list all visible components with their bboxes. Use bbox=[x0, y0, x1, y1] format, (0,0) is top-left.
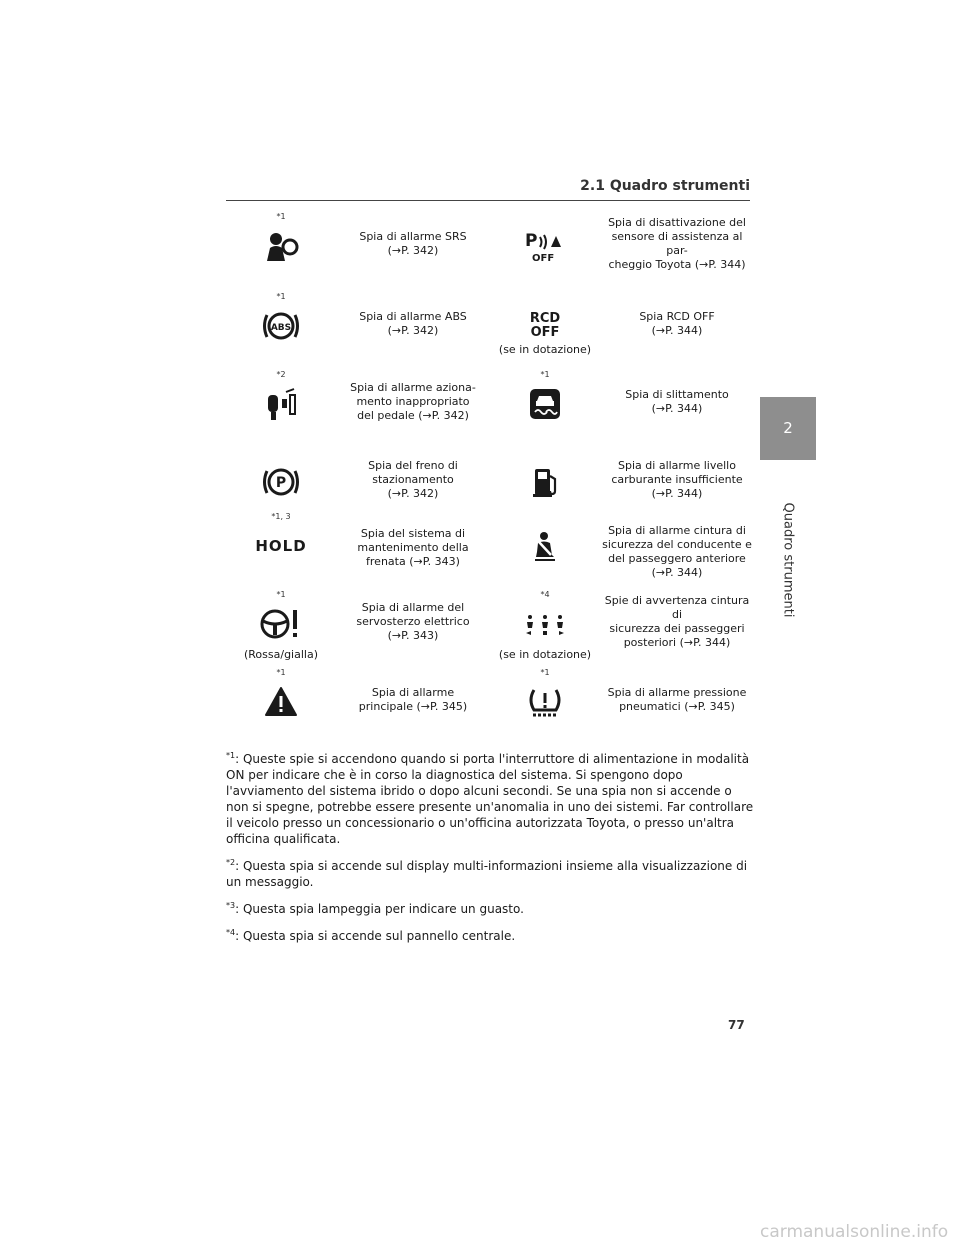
seatbelt-icon bbox=[520, 526, 570, 566]
slip-icon bbox=[520, 384, 570, 424]
svg-text:ABS: ABS bbox=[270, 323, 292, 333]
svg-text:P: P bbox=[275, 475, 287, 491]
indicator-cell bbox=[490, 590, 752, 670]
hold-label: HOLD bbox=[255, 537, 307, 555]
footnote-mark: *3 bbox=[226, 901, 236, 910]
footnote-mark: *1 bbox=[540, 668, 550, 677]
icon-caption: (Rossa/gialla) bbox=[243, 648, 318, 661]
off-label: OFF bbox=[530, 325, 560, 340]
indicator-description: Spia di slittamento (→P. 344) bbox=[625, 388, 729, 415]
indicator-description: Spia di allarme SRS (→P. 342) bbox=[359, 230, 467, 257]
indicator-cell bbox=[226, 212, 488, 292]
footnote-mark: *1, 3 bbox=[271, 512, 291, 521]
master-warning-icon bbox=[256, 682, 306, 722]
footnote-mark: *1 bbox=[540, 370, 550, 379]
indicator-cell bbox=[490, 292, 752, 372]
parking-brake-icon bbox=[256, 462, 306, 502]
indicator-description: Spia del freno di stazionamento (→P. 342) bbox=[368, 459, 458, 500]
footnote-mark: *1 bbox=[276, 590, 286, 599]
footnote-mark: *1 bbox=[276, 292, 286, 301]
indicator-cell bbox=[226, 370, 488, 450]
rcd-label: RCD bbox=[529, 311, 561, 326]
indicator-cell bbox=[226, 512, 488, 592]
section-title: 2.1 Quadro strumenti bbox=[580, 178, 750, 194]
indicator-description: Spia di allarme principale (→P. 345) bbox=[358, 686, 468, 713]
indicator-description: Spia RCD OFF (→P. 344) bbox=[639, 310, 715, 337]
footnote-mark: *1 bbox=[226, 751, 236, 760]
steering-warning-icon bbox=[256, 604, 306, 644]
footnote bbox=[226, 925, 754, 944]
indicator-description: Spia di allarme cintura di sicurezza del conducente e del passeggero anteriore (→P. 344) bbox=[602, 524, 752, 579]
footnote-text: : Questa spia si accende sul display multi-informazioni insieme alla visualizzazione di un messaggio. bbox=[226, 859, 748, 889]
indicator-cell bbox=[226, 590, 488, 670]
indicator-cell bbox=[226, 668, 488, 748]
rcd-off-icon bbox=[520, 306, 570, 346]
fuel-icon bbox=[520, 462, 570, 502]
footnote-mark: *2 bbox=[276, 370, 286, 379]
indicator-description: Spia del sistema di mantenimento della frenata (→P. 343) bbox=[357, 527, 469, 568]
icon-caption: (se in dotazione) bbox=[498, 343, 592, 356]
indicator-cell bbox=[490, 512, 752, 592]
footnote bbox=[226, 898, 754, 917]
footnote-text: : Questa spia lampeggia per indicare un guasto. bbox=[235, 902, 524, 916]
footnote-mark: *4 bbox=[226, 928, 236, 937]
footnote-text: : Queste spie si accendono quando si porta l'interruttore di alimentazione in modalità ON per indicare che è in corso la diagnostica del sistema. Si spengono dopo l'avviamento del sistema ibrido o dopo alcuni secondi. Se una spia non si accende o non si spegne, potrebbe essere presente un'anomalia in uno dei sistemi. Far controllare il veicolo presso un concessionario o un'officina autorizzata Toyota, o presso un'altra officina qualificata. bbox=[226, 752, 754, 846]
indicator-description: Spia di allarme pressione pneumatici (→P. 345) bbox=[607, 686, 747, 713]
watermark: carmanualsonline.info bbox=[760, 1222, 949, 1242]
parking-sensor-off-icon bbox=[520, 226, 570, 266]
footnotes bbox=[226, 748, 754, 952]
footnote-mark: *4 bbox=[540, 590, 550, 599]
indicator-cell bbox=[490, 370, 752, 450]
pedal-icon bbox=[256, 384, 306, 424]
svg-text:OFF: OFF bbox=[532, 253, 555, 264]
indicator-description: Spia di allarme del servosterzo elettrico (→P. 343) bbox=[356, 601, 470, 642]
svg-text:P: P bbox=[525, 231, 538, 251]
page-number: 77 bbox=[728, 1018, 745, 1032]
footnote-mark: *1 bbox=[276, 668, 286, 677]
hold-icon bbox=[256, 526, 306, 566]
chapter-side-label: Quadro strumenti bbox=[780, 502, 796, 618]
footnote-text: : Questa spia si accende sul pannello centrale. bbox=[235, 929, 516, 943]
indicator-cell bbox=[490, 212, 752, 292]
footnote bbox=[226, 748, 754, 847]
indicator-description: Spia di disattivazione del sensore di assistenza al par- cheggio Toyota (→P. 344) bbox=[608, 216, 746, 271]
indicator-description: Spia di allarme aziona- mento inappropriato del pedale (→P. 342) bbox=[350, 381, 476, 422]
footnote-mark: *1 bbox=[276, 212, 286, 221]
indicator-description: Spia di allarme ABS (→P. 342) bbox=[359, 310, 467, 337]
abs-icon bbox=[256, 306, 306, 346]
icon-caption: (se in dotazione) bbox=[498, 648, 592, 661]
header-divider bbox=[226, 200, 750, 201]
indicator-description: Spie di avvertenza cintura di sicurezza dei passeggeri posteriori (→P. 344) bbox=[604, 594, 750, 649]
tire-pressure-icon bbox=[520, 682, 570, 722]
footnote-mark: *2 bbox=[226, 858, 236, 867]
indicator-cell bbox=[226, 292, 488, 372]
chapter-tab: 2 bbox=[760, 397, 816, 460]
page-header bbox=[226, 178, 750, 200]
footnote bbox=[226, 855, 754, 890]
airbag-person-icon bbox=[256, 226, 306, 266]
indicator-description: Spia di allarme livello carburante insufficiente (→P. 344) bbox=[611, 459, 743, 500]
indicator-cell bbox=[490, 668, 752, 748]
rear-seatbelt-icon bbox=[520, 604, 570, 644]
